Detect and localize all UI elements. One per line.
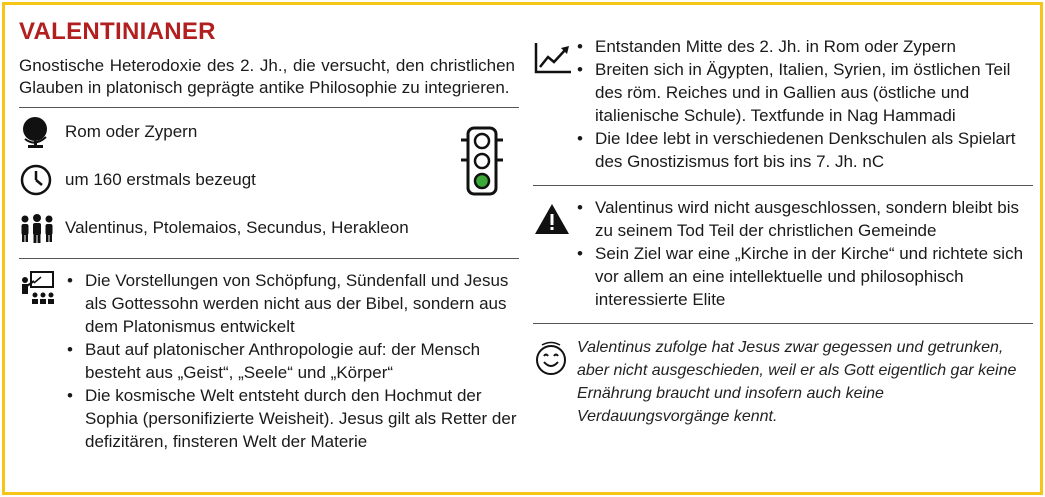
- intro-text: Gnostische Heterodoxie des 2. Jh., die versucht, den christlichen Glauben in platonisch geprägte antike Philosophie zu integrieren.: [19, 56, 515, 97]
- facts-block: [19, 114, 519, 246]
- list-item: • Breiten sich in Ägypten, Italien, Syrien, im östlichen Teil des röm. Reiches und in Gallien aus (östliche und italienische Schule). Textfunde in Nag Hammadi: [573, 58, 1033, 127]
- list-item: • Die Idee lebt in verschiedenen Denkschulen als Spielart des Gnostizismus fort bis ins 7. Jh. nC: [573, 127, 1033, 173]
- list-item: • Valentinus wird nicht ausgeschlossen, sondern bleibt bis zu seinem Tod Teil der christlichen Gemeinde: [573, 196, 1033, 242]
- left-column: [19, 17, 519, 453]
- page-title: VALENTINIANER: [19, 18, 216, 45]
- divider: [533, 323, 1033, 324]
- warning-list: [573, 196, 1033, 311]
- traffic-light-icon: [459, 126, 505, 203]
- trend-chart-icon: [533, 41, 573, 80]
- teaching-list: [63, 269, 519, 453]
- fact-people-text: Valentinus, Ptolemaios, Secundus, Herakleon: [65, 218, 409, 237]
- warning-icon: [533, 202, 571, 241]
- divider: [19, 258, 519, 259]
- fact-location: [19, 114, 519, 150]
- history-list: [573, 35, 1033, 173]
- list-item: • Die Vorstellungen von Schöpfung, Sündenfall und Jesus als Gottessohn werden nicht aus der Bibel, sondern aus dem Platonismus entwickelt: [63, 269, 519, 338]
- info-card: [2, 2, 1043, 495]
- warning-section: [533, 196, 1033, 311]
- fact-time: [19, 162, 519, 198]
- teaching-section: [19, 269, 519, 453]
- right-column: [533, 35, 1033, 428]
- globe-icon: [19, 115, 59, 149]
- history-section: [533, 35, 1033, 173]
- group-icon: [19, 211, 59, 245]
- fact-time-text: um 160 erstmals bezeugt: [65, 170, 256, 189]
- anecdote-text: Valentinus zufolge hat Jesus zwar gegessen und getrunken, aber nicht ausgeschieden, weil er als Gott eigentlich gar keine Ernährung braucht und insofern auch keine Verdauungsvorgänge kennt.: [577, 339, 1017, 425]
- anecdote-section: [533, 336, 1033, 428]
- teacher-icon: [19, 271, 59, 310]
- clock-icon: [19, 163, 59, 197]
- divider: [19, 107, 519, 108]
- list-item: • Sein Ziel war eine „Kirche in der Kirche“ und richtete sich vor allem an eine intellektuelle und philosophisch interessierte Elite: [573, 242, 1033, 311]
- list-item: • Entstanden Mitte des 2. Jh. in Rom oder Zypern: [573, 35, 1033, 58]
- smiley-icon: [533, 340, 569, 381]
- fact-location-text: Rom oder Zypern: [65, 122, 198, 141]
- list-item: • Die kosmische Welt entsteht durch den Hochmut der Sophia (personifizierte Weisheit). Jesus gilt als Retter der defizitären, finsteren Welt der Materie: [63, 384, 519, 453]
- list-item: • Baut auf platonischer Anthropologie auf: der Mensch besteht aus „Geist“, „Seele“ und „Körper“: [63, 338, 519, 384]
- fact-people: [19, 210, 519, 246]
- divider: [533, 185, 1033, 186]
